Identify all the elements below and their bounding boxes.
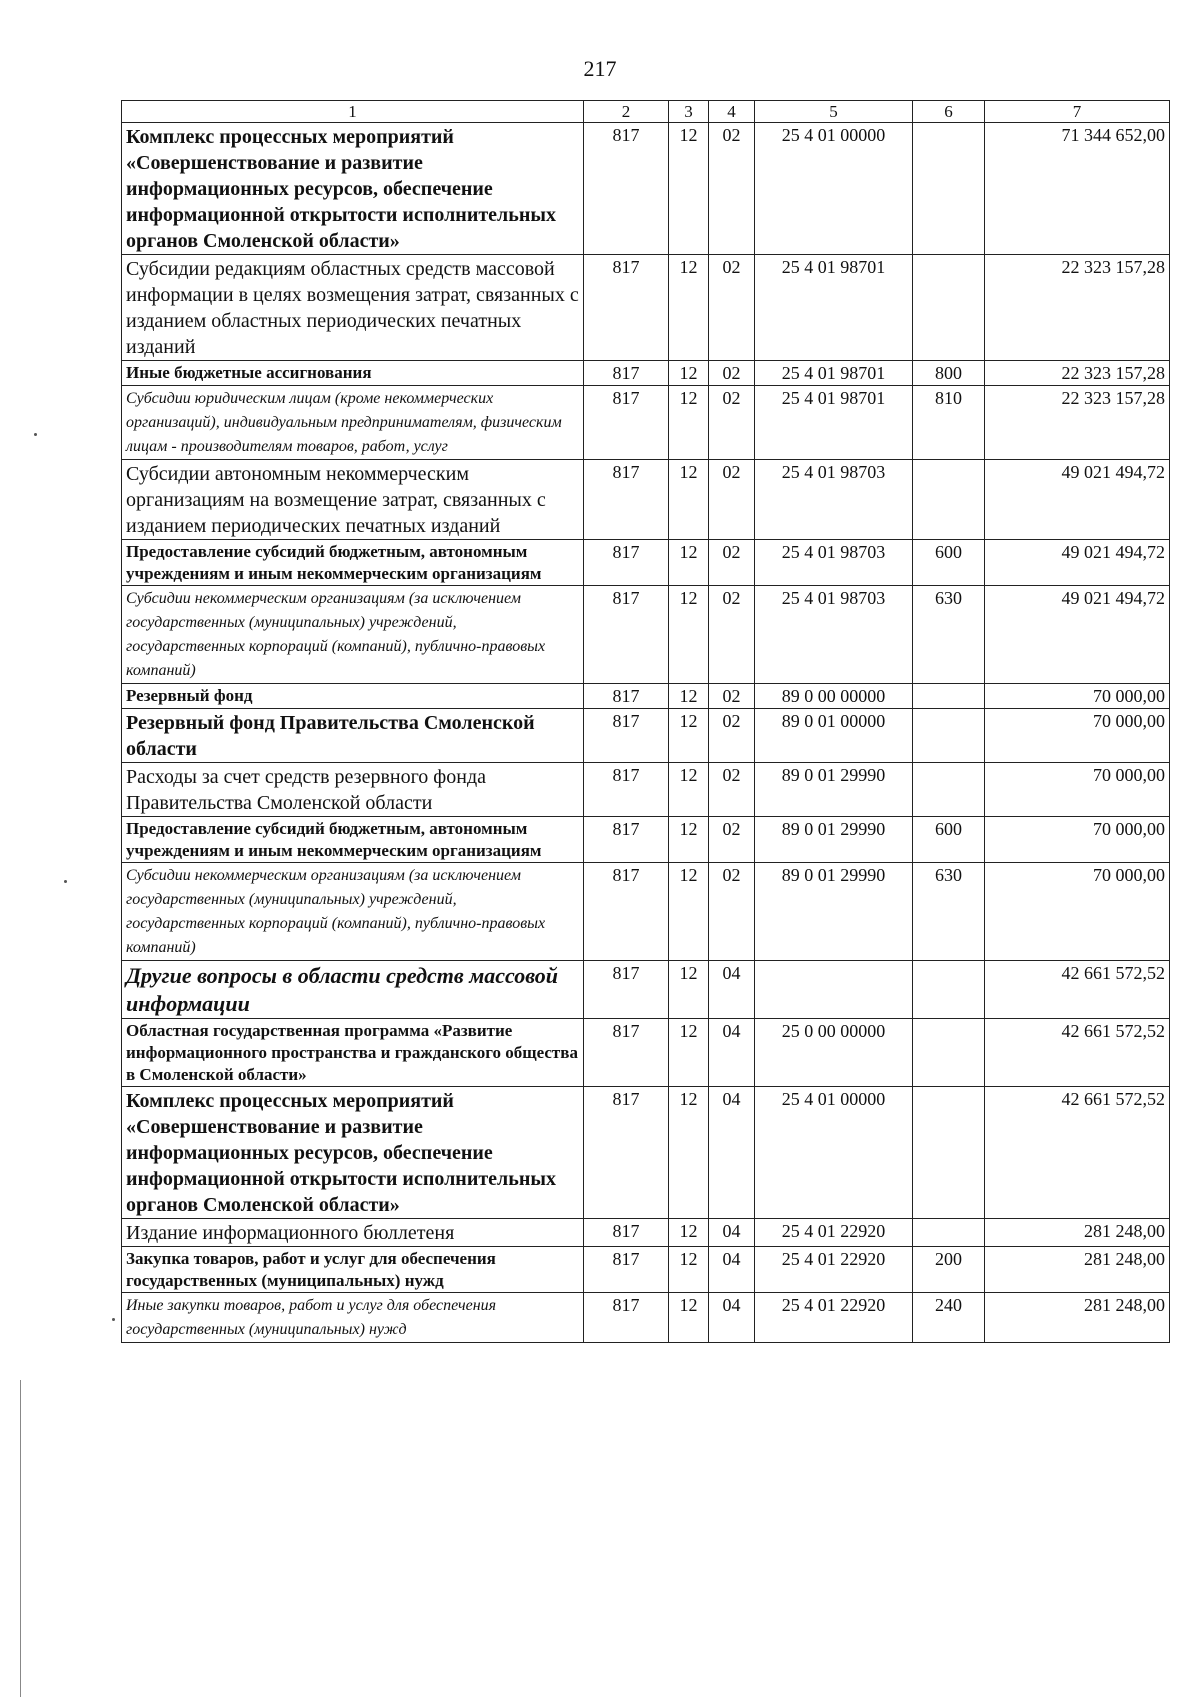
table-row	[122, 763, 1170, 817]
row-ministry-code-cell: 817	[584, 817, 669, 863]
row-target-article-cell: 25 4 01 98703	[755, 540, 913, 586]
row-expense-type-cell: 200	[913, 1247, 985, 1293]
table-row	[122, 817, 1170, 863]
row-expense-type-cell: 800	[913, 361, 985, 386]
row-name-cell: Иные закупки товаров, работ и услуг для обеспечения государственных (муниципальных) нужд	[122, 1293, 584, 1343]
row-target-article-cell: 25 0 00 00000	[755, 1019, 913, 1087]
table-row	[122, 586, 1170, 684]
row-target-article-cell: 25 4 01 98701	[755, 255, 913, 361]
row-expense-type-cell	[913, 961, 985, 1019]
row-name-cell: Субсидии редакциям областных средств массовой информации в целях возмещения затрат, связанных с изданием областных периодических печатных изданий	[122, 255, 584, 361]
row-amount-cell: 22 323 157,28	[985, 386, 1170, 460]
row-section-cell: 12	[669, 863, 709, 961]
row-subsection-cell: 02	[709, 684, 755, 709]
header-col-7: 7	[985, 101, 1170, 123]
row-subsection-cell: 04	[709, 1087, 755, 1219]
scan-speck	[34, 433, 37, 436]
row-target-article-cell: 25 4 01 98701	[755, 361, 913, 386]
row-section-cell: 12	[669, 460, 709, 540]
header-col-6: 6	[913, 101, 985, 123]
row-ministry-code-cell: 817	[584, 1293, 669, 1343]
row-ministry-code-cell: 817	[584, 361, 669, 386]
row-amount-cell: 281 248,00	[985, 1219, 1170, 1247]
row-ministry-code-cell: 817	[584, 540, 669, 586]
row-name-cell: Субсидии некоммерческим организациям (за исключением государственных (муниципальных) учреждений, государственных корпораций (компаний), публично-правовых компаний)	[122, 586, 584, 684]
row-amount-cell: 70 000,00	[985, 817, 1170, 863]
row-expense-type-cell: 630	[913, 586, 985, 684]
row-name-cell: Другие вопросы в области средств массовой информации	[122, 961, 584, 1019]
row-target-article-cell: 25 4 01 22920	[755, 1293, 913, 1343]
row-name-cell: Субсидии юридическим лицам (кроме некоммерческих организаций), индивидуальным предпринимателям, физическим лицам - производителям товаров, работ, услуг	[122, 386, 584, 460]
table-row	[122, 1219, 1170, 1247]
row-amount-cell: 281 248,00	[985, 1293, 1170, 1343]
row-ministry-code-cell: 817	[584, 586, 669, 684]
row-target-article-cell: 89 0 01 29990	[755, 863, 913, 961]
header-row	[122, 101, 1170, 123]
row-target-article-cell: 25 4 01 22920	[755, 1219, 913, 1247]
row-expense-type-cell: 600	[913, 817, 985, 863]
budget-table	[121, 100, 1170, 1343]
row-subsection-cell: 02	[709, 817, 755, 863]
table-row	[122, 684, 1170, 709]
row-target-article-cell: 25 4 01 98701	[755, 386, 913, 460]
row-section-cell: 12	[669, 361, 709, 386]
row-section-cell: 12	[669, 540, 709, 586]
row-expense-type-cell	[913, 763, 985, 817]
row-section-cell: 12	[669, 386, 709, 460]
row-name-cell: Комплекс процессных мероприятий «Совершенствование и развитие информационных ресурсов, обеспечение информационной открытости исполнительных органов Смоленской области»	[122, 123, 584, 255]
scan-speck	[64, 880, 67, 883]
row-subsection-cell: 02	[709, 255, 755, 361]
table-row	[122, 863, 1170, 961]
row-section-cell: 12	[669, 1019, 709, 1087]
row-subsection-cell: 02	[709, 386, 755, 460]
row-target-article-cell: 25 4 01 22920	[755, 1247, 913, 1293]
row-name-cell: Областная государственная программа «Развитие информационного пространства и гражданского общества в Смоленской области»	[122, 1019, 584, 1087]
row-amount-cell: 70 000,00	[985, 763, 1170, 817]
row-expense-type-cell	[913, 123, 985, 255]
scan-margin-line	[20, 1380, 21, 1697]
row-subsection-cell: 02	[709, 586, 755, 684]
row-section-cell: 12	[669, 1087, 709, 1219]
row-ministry-code-cell: 817	[584, 386, 669, 460]
row-target-article-cell: 89 0 01 29990	[755, 763, 913, 817]
row-subsection-cell: 04	[709, 1219, 755, 1247]
row-subsection-cell: 02	[709, 460, 755, 540]
header-col-1: 1	[122, 101, 584, 123]
row-subsection-cell: 02	[709, 863, 755, 961]
header-col-2: 2	[584, 101, 669, 123]
row-subsection-cell: 02	[709, 361, 755, 386]
row-expense-type-cell	[913, 684, 985, 709]
row-ministry-code-cell: 817	[584, 460, 669, 540]
row-target-article-cell: 89 0 01 29990	[755, 817, 913, 863]
row-name-cell: Предоставление субсидий бюджетным, автономным учреждениям и иным некоммерческим организациям	[122, 817, 584, 863]
row-section-cell: 12	[669, 709, 709, 763]
row-ministry-code-cell: 817	[584, 1219, 669, 1247]
row-expense-type-cell	[913, 1219, 985, 1247]
row-target-article-cell: 25 4 01 00000	[755, 1087, 913, 1219]
row-amount-cell: 70 000,00	[985, 684, 1170, 709]
page-number: 217	[583, 56, 617, 81]
row-expense-type-cell	[913, 1087, 985, 1219]
row-section-cell: 12	[669, 763, 709, 817]
row-ministry-code-cell: 817	[584, 684, 669, 709]
row-amount-cell: 281 248,00	[985, 1247, 1170, 1293]
table-row	[122, 1293, 1170, 1343]
row-name-cell: Комплекс процессных мероприятий «Совершенствование и развитие информационных ресурсов, обеспечение информационной открытости исполнительных органов Смоленской области»	[122, 1087, 584, 1219]
row-section-cell: 12	[669, 1293, 709, 1343]
row-section-cell: 12	[669, 1219, 709, 1247]
row-section-cell: 12	[669, 817, 709, 863]
row-target-article-cell	[755, 961, 913, 1019]
row-ministry-code-cell: 817	[584, 863, 669, 961]
table-row	[122, 961, 1170, 1019]
row-ministry-code-cell: 817	[584, 123, 669, 255]
row-expense-type-cell	[913, 1019, 985, 1087]
table-body	[122, 123, 1170, 1343]
header-col-5: 5	[755, 101, 913, 123]
row-subsection-cell: 04	[709, 961, 755, 1019]
row-name-cell: Резервный фонд Правительства Смоленской области	[122, 709, 584, 763]
row-section-cell: 12	[669, 586, 709, 684]
row-section-cell: 12	[669, 684, 709, 709]
row-target-article-cell: 89 0 00 00000	[755, 684, 913, 709]
row-name-cell: Расходы за счет средств резервного фонда Правительства Смоленской области	[122, 763, 584, 817]
row-section-cell: 12	[669, 961, 709, 1019]
row-name-cell: Субсидии автономным некоммерческим организациям на возмещение затрат, связанных с изданием периодических печатных изданий	[122, 460, 584, 540]
row-ministry-code-cell: 817	[584, 961, 669, 1019]
row-name-cell: Предоставление субсидий бюджетным, автономным учреждениям и иным некоммерческим организациям	[122, 540, 584, 586]
row-section-cell: 12	[669, 1247, 709, 1293]
row-expense-type-cell: 810	[913, 386, 985, 460]
table-row	[122, 361, 1170, 386]
row-subsection-cell: 02	[709, 540, 755, 586]
table-row	[122, 1087, 1170, 1219]
header-col-4: 4	[709, 101, 755, 123]
row-subsection-cell: 04	[709, 1019, 755, 1087]
row-expense-type-cell	[913, 255, 985, 361]
row-target-article-cell: 25 4 01 98703	[755, 586, 913, 684]
row-amount-cell: 22 323 157,28	[985, 361, 1170, 386]
row-amount-cell: 49 021 494,72	[985, 460, 1170, 540]
row-name-cell: Резервный фонд	[122, 684, 584, 709]
row-ministry-code-cell: 817	[584, 1247, 669, 1293]
row-ministry-code-cell: 817	[584, 709, 669, 763]
row-expense-type-cell	[913, 460, 985, 540]
row-expense-type-cell	[913, 709, 985, 763]
row-amount-cell: 70 000,00	[985, 863, 1170, 961]
row-subsection-cell: 02	[709, 763, 755, 817]
table-row	[122, 709, 1170, 763]
row-expense-type-cell: 600	[913, 540, 985, 586]
row-amount-cell: 71 344 652,00	[985, 123, 1170, 255]
row-name-cell: Издание информационного бюллетеня	[122, 1219, 584, 1247]
row-section-cell: 12	[669, 123, 709, 255]
row-amount-cell: 42 661 572,52	[985, 1087, 1170, 1219]
row-amount-cell: 42 661 572,52	[985, 961, 1170, 1019]
row-ministry-code-cell: 817	[584, 1087, 669, 1219]
row-name-cell: Субсидии некоммерческим организациям (за исключением государственных (муниципальных) учреждений, государственных корпораций (компаний), публично-правовых компаний)	[122, 863, 584, 961]
row-ministry-code-cell: 817	[584, 763, 669, 817]
row-expense-type-cell: 630	[913, 863, 985, 961]
row-subsection-cell: 04	[709, 1247, 755, 1293]
table-row	[122, 460, 1170, 540]
table-row	[122, 1247, 1170, 1293]
row-expense-type-cell: 240	[913, 1293, 985, 1343]
row-amount-cell: 49 021 494,72	[985, 540, 1170, 586]
row-ministry-code-cell: 817	[584, 1019, 669, 1087]
scan-speck	[112, 1318, 115, 1321]
row-amount-cell: 42 661 572,52	[985, 1019, 1170, 1087]
row-subsection-cell: 04	[709, 1293, 755, 1343]
row-section-cell: 12	[669, 255, 709, 361]
row-target-article-cell: 25 4 01 98703	[755, 460, 913, 540]
row-target-article-cell: 89 0 01 00000	[755, 709, 913, 763]
table-row	[122, 386, 1170, 460]
row-name-cell: Иные бюджетные ассигнования	[122, 361, 584, 386]
row-subsection-cell: 02	[709, 709, 755, 763]
row-name-cell: Закупка товаров, работ и услуг для обеспечения государственных (муниципальных) нужд	[122, 1247, 584, 1293]
table-row	[122, 123, 1170, 255]
row-subsection-cell: 02	[709, 123, 755, 255]
table-row	[122, 255, 1170, 361]
row-amount-cell: 22 323 157,28	[985, 255, 1170, 361]
table-row	[122, 540, 1170, 586]
row-target-article-cell: 25 4 01 00000	[755, 123, 913, 255]
row-amount-cell: 49 021 494,72	[985, 586, 1170, 684]
row-amount-cell: 70 000,00	[985, 709, 1170, 763]
table-row	[122, 1019, 1170, 1087]
header-col-3: 3	[669, 101, 709, 123]
row-ministry-code-cell: 817	[584, 255, 669, 361]
